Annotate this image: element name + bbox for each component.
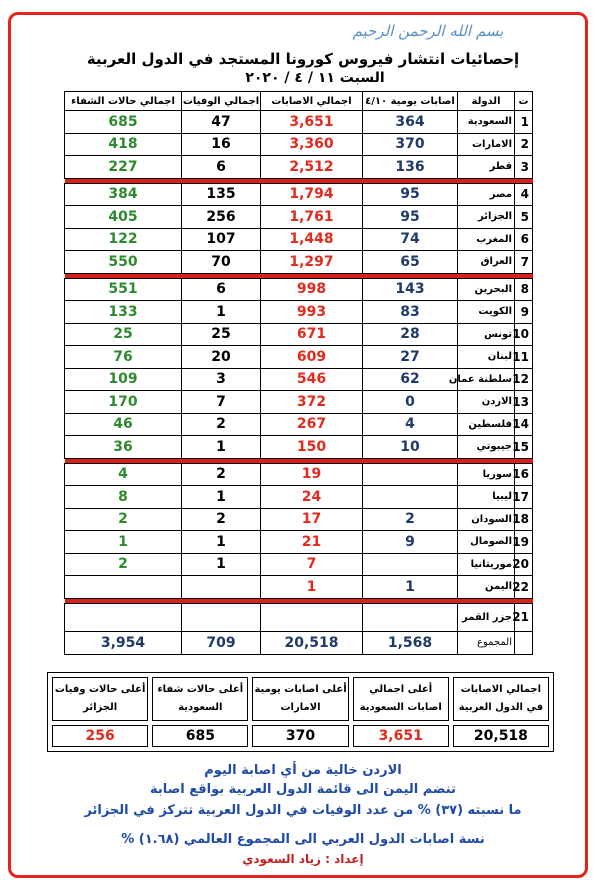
total-cases: 267	[261, 413, 363, 436]
total-recovered: 1	[65, 531, 182, 554]
table-row	[65, 278, 533, 301]
header-country: الدولة	[458, 92, 515, 111]
daily-cases: 9	[363, 531, 458, 554]
row-index: 12	[515, 368, 533, 391]
total-deaths: 1	[182, 553, 261, 576]
table-row	[65, 531, 533, 554]
row-index: 15	[515, 436, 533, 459]
row-index: 1	[515, 111, 533, 134]
total-recovered: 46	[65, 413, 182, 436]
stats-table	[64, 91, 533, 655]
table-row	[65, 346, 533, 369]
total-deaths: 1	[182, 301, 261, 324]
row-index: 7	[515, 251, 533, 274]
daily-cases: 4	[363, 413, 458, 436]
total-index	[515, 631, 533, 654]
total-deaths: 6	[182, 156, 261, 179]
summary-table	[47, 672, 554, 752]
table-row	[65, 111, 533, 134]
country-name: الصومال	[458, 531, 515, 554]
total-recovered: 227	[65, 156, 182, 179]
total-cases: 150	[261, 436, 363, 459]
country-name: مصر	[458, 183, 515, 206]
country-name: السعودية	[458, 111, 515, 134]
daily-cases: 1	[363, 576, 458, 599]
daily-cases: 65	[363, 251, 458, 274]
table-header-row	[65, 92, 533, 111]
total-deaths: 107	[182, 228, 261, 251]
daily-cases: 0	[363, 391, 458, 414]
total-deaths: 2	[182, 413, 261, 436]
table-row	[65, 251, 533, 274]
total-recovered: 109	[65, 368, 182, 391]
daily-cases: 74	[363, 228, 458, 251]
country-name: فلسطين	[458, 413, 515, 436]
total-cases: 21	[261, 531, 363, 554]
total-cases: 1	[261, 576, 363, 599]
daily-cases: 62	[363, 368, 458, 391]
daily-cases: 83	[363, 301, 458, 324]
table-row	[65, 156, 533, 179]
daily-cases: 27	[363, 346, 458, 369]
table-row	[65, 206, 533, 229]
total-deaths: 6	[182, 278, 261, 301]
total-cases: 20,518	[261, 631, 363, 654]
country-name: جزر القمر	[458, 603, 515, 631]
summary-value-total: 20,518	[453, 725, 549, 747]
summary-value-top-recovered: 685	[152, 725, 248, 747]
summary-header-top-deaths: أعلى حالات وفيات الجزائر	[52, 677, 148, 721]
total-cases: 19	[261, 463, 363, 486]
total-cases: 993	[261, 301, 363, 324]
table-row	[65, 133, 533, 156]
total-deaths: 2	[182, 463, 261, 486]
total-recovered: 2	[65, 508, 182, 531]
summary-value-top-daily: 370	[252, 725, 348, 747]
row-index: 22	[515, 576, 533, 599]
daily-cases: 95	[363, 183, 458, 206]
total-cases: 3,360	[261, 133, 363, 156]
table-row	[65, 183, 533, 206]
total-deaths: 25	[182, 323, 261, 346]
total-cases: 1,794	[261, 183, 363, 206]
row-index: 4	[515, 183, 533, 206]
total-cases: 546	[261, 368, 363, 391]
total-recovered	[65, 603, 182, 631]
total-recovered: 25	[65, 323, 182, 346]
total-recovered: 550	[65, 251, 182, 274]
country-name: اليمن	[458, 576, 515, 599]
report-date: السبت ١١ / ٤ / ٢٠٢٠	[245, 70, 385, 86]
row-index: 11	[515, 346, 533, 369]
total-recovered: 685	[65, 111, 182, 134]
daily-cases	[363, 486, 458, 509]
total-cases: 671	[261, 323, 363, 346]
summary-header-top-daily: أعلى اصابات يومية الامارات	[252, 677, 348, 721]
summary-header-total: اجمالي الاصابات في الدول العربية	[453, 677, 549, 721]
daily-cases: 2	[363, 508, 458, 531]
total-label: المجموع	[458, 631, 515, 654]
table-row	[65, 486, 533, 509]
daily-cases: 143	[363, 278, 458, 301]
note-yemen: تنضم اليمن الى قائمة الدول العربية بواقع اصابة	[150, 782, 456, 797]
daily-cases	[363, 603, 458, 631]
total-recovered	[65, 576, 182, 599]
daily-cases: 370	[363, 133, 458, 156]
total-row	[65, 631, 533, 654]
note-algeria: ما نسبته (٣٧) % من عدد الوفيات في الدول العربية تتركز في الجزائر	[84, 803, 522, 818]
daily-cases	[363, 463, 458, 486]
table-row	[65, 228, 533, 251]
total-cases: 609	[261, 346, 363, 369]
total-recovered: 76	[65, 346, 182, 369]
row-index: 5	[515, 206, 533, 229]
country-name: السودان	[458, 508, 515, 531]
total-cases: 24	[261, 486, 363, 509]
header-deaths: اجمالي الوفيات	[182, 92, 261, 111]
total-cases	[261, 603, 363, 631]
daily-cases: 28	[363, 323, 458, 346]
row-index: 14	[515, 413, 533, 436]
total-recovered: 384	[65, 183, 182, 206]
table-row	[65, 603, 533, 631]
country-name: جيبوتي	[458, 436, 515, 459]
country-name: قطر	[458, 156, 515, 179]
country-name: موريتانيا	[458, 553, 515, 576]
total-deaths: 709	[182, 631, 261, 654]
total-cases: 7	[261, 553, 363, 576]
country-name: سوريا	[458, 463, 515, 486]
daily-cases: 95	[363, 206, 458, 229]
total-recovered: 122	[65, 228, 182, 251]
header-recovered: اجمالي حالات الشفاء	[65, 92, 182, 111]
total-recovered: 170	[65, 391, 182, 414]
bismillah-calligraphy: بسم الله الرحمن الرحيم	[352, 22, 504, 40]
row-index: 17	[515, 486, 533, 509]
total-recovered: 4	[65, 463, 182, 486]
total-recovered: 2	[65, 553, 182, 576]
total-deaths: 7	[182, 391, 261, 414]
table-row	[65, 323, 533, 346]
country-name: الجزائر	[458, 206, 515, 229]
table-row	[65, 301, 533, 324]
total-deaths: 1	[182, 436, 261, 459]
country-name: العراق	[458, 251, 515, 274]
total-deaths: 3	[182, 368, 261, 391]
page-title: إحصائيات انتشار فيروس كورونا المستجد في الدول العربية	[86, 50, 520, 68]
total-deaths	[182, 603, 261, 631]
total-cases: 1,297	[261, 251, 363, 274]
header-index: ت	[515, 92, 533, 111]
row-index: 13	[515, 391, 533, 414]
total-cases: 2,512	[261, 156, 363, 179]
total-recovered: 405	[65, 206, 182, 229]
summary-header-top-recovered: أعلى حالات شفاء السعودية	[152, 677, 248, 721]
note-world-ratio: نسة اصابات الدول العربي الى المجموع العالمي (١.٦٨) %	[121, 832, 485, 847]
table-row	[65, 436, 533, 459]
total-cases: 17	[261, 508, 363, 531]
total-deaths: 20	[182, 346, 261, 369]
total-deaths: 1	[182, 531, 261, 554]
summary-value-row	[52, 725, 549, 747]
table-row	[65, 368, 533, 391]
author-credit: إعداد : زياد السعودي	[242, 852, 364, 866]
summary-value-top-deaths: 256	[52, 725, 148, 747]
daily-cases: 10	[363, 436, 458, 459]
total-deaths	[182, 576, 261, 599]
total-deaths: 256	[182, 206, 261, 229]
row-index: 8	[515, 278, 533, 301]
total-deaths: 47	[182, 111, 261, 134]
row-index: 19	[515, 531, 533, 554]
daily-cases: 364	[363, 111, 458, 134]
country-name: الكويت	[458, 301, 515, 324]
row-index: 16	[515, 463, 533, 486]
summary-header-row	[52, 677, 549, 721]
total-deaths: 16	[182, 133, 261, 156]
note-jordan: الاردن خالية من أي اصابة اليوم	[204, 763, 402, 778]
total-recovered: 36	[65, 436, 182, 459]
row-index: 6	[515, 228, 533, 251]
total-cases: 1,761	[261, 206, 363, 229]
table-row	[65, 508, 533, 531]
total-daily: 1,568	[363, 631, 458, 654]
total-cases: 3,651	[261, 111, 363, 134]
header-cases: اجمالي الاصابات	[261, 92, 363, 111]
country-name: ليبيا	[458, 486, 515, 509]
table-row	[65, 413, 533, 436]
row-index: 2	[515, 133, 533, 156]
row-index: 21	[515, 603, 533, 631]
summary-value-top-cases: 3,651	[353, 725, 449, 747]
table-row	[65, 391, 533, 414]
country-name: المغرب	[458, 228, 515, 251]
total-cases: 998	[261, 278, 363, 301]
row-index: 9	[515, 301, 533, 324]
table-row	[65, 553, 533, 576]
country-name: الامارات	[458, 133, 515, 156]
total-recovered: 3,954	[65, 631, 182, 654]
row-index: 3	[515, 156, 533, 179]
country-name: البحرين	[458, 278, 515, 301]
country-name: تونس	[458, 323, 515, 346]
summary-header-top-cases: أعلى اجمالي اصابات السعودية	[353, 677, 449, 721]
total-deaths: 2	[182, 508, 261, 531]
table-row	[65, 576, 533, 599]
header-daily: اصابات يومية ٤/١٠	[363, 92, 458, 111]
country-name: الاردن	[458, 391, 515, 414]
total-cases: 372	[261, 391, 363, 414]
row-index: 10	[515, 323, 533, 346]
row-index: 18	[515, 508, 533, 531]
total-deaths: 1	[182, 486, 261, 509]
table-row	[65, 463, 533, 486]
total-deaths: 135	[182, 183, 261, 206]
daily-cases	[363, 553, 458, 576]
country-name: لبنان	[458, 346, 515, 369]
total-deaths: 70	[182, 251, 261, 274]
country-name: سلطنة عمان	[458, 368, 515, 391]
row-index: 20	[515, 553, 533, 576]
total-recovered: 8	[65, 486, 182, 509]
total-cases: 1,448	[261, 228, 363, 251]
total-recovered: 551	[65, 278, 182, 301]
total-recovered: 418	[65, 133, 182, 156]
total-recovered: 133	[65, 301, 182, 324]
daily-cases: 136	[363, 156, 458, 179]
